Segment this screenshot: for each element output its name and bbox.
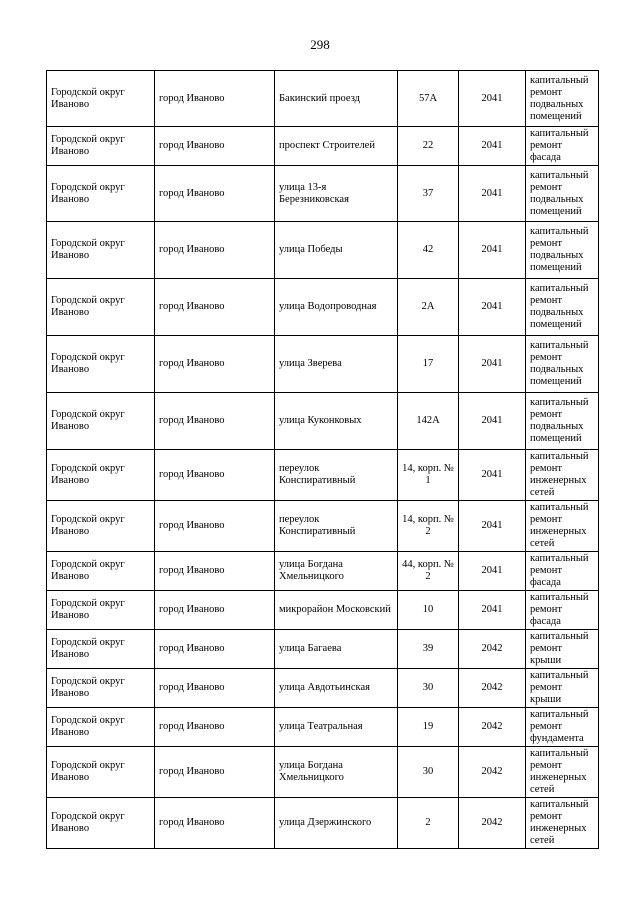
cell-year: 2042 [459,669,526,708]
cell-street: улица Авдотьинская [275,669,398,708]
cell-district: Городской округ Иваново [47,166,155,222]
cell-house: 42 [398,222,459,279]
cell-city: город Иваново [155,166,275,222]
cell-street: переулок Конспиративный [275,450,398,501]
cell-house: 2 [398,798,459,849]
cell-year: 2041 [459,591,526,630]
cell-district: Городской округ Иваново [47,552,155,591]
cell-house: 44, корп. № 2 [398,552,459,591]
cell-work: капитальный ремонт фасада [526,127,599,166]
cell-district: Городской округ Иваново [47,708,155,747]
cell-house: 14, корп. № 2 [398,501,459,552]
table-row [47,501,599,552]
cell-city: город Иваново [155,591,275,630]
table-row [47,798,599,849]
cell-street: улица Дзержинского [275,798,398,849]
cell-city: город Иваново [155,222,275,279]
cell-house: 30 [398,669,459,708]
cell-city: город Иваново [155,393,275,450]
cell-house: 37 [398,166,459,222]
cell-house: 22 [398,127,459,166]
table-row [47,71,599,127]
cell-house: 30 [398,747,459,798]
cell-house: 19 [398,708,459,747]
cell-work: капитальный ремонт фундамента [526,708,599,747]
cell-city: город Иваново [155,747,275,798]
table-row [47,450,599,501]
cell-house: 17 [398,336,459,393]
table-row [47,708,599,747]
cell-district: Городской округ Иваново [47,336,155,393]
cell-city: город Иваново [155,669,275,708]
table-row [47,591,599,630]
cell-year: 2042 [459,798,526,849]
cell-city: город Иваново [155,127,275,166]
cell-street: Бакинский проезд [275,71,398,127]
cell-year: 2041 [459,552,526,591]
cell-work: капитальный ремонт инженерных сетей [526,501,599,552]
cell-district: Городской округ Иваново [47,71,155,127]
cell-year: 2041 [459,279,526,336]
cell-district: Городской округ Иваново [47,798,155,849]
cell-house: 2А [398,279,459,336]
cell-district: Городской округ Иваново [47,630,155,669]
cell-city: город Иваново [155,798,275,849]
cell-city: город Иваново [155,552,275,591]
cell-street: улица Водопроводная [275,279,398,336]
table-row [47,166,599,222]
cell-street: переулок Конспиративный [275,501,398,552]
cell-work: капитальный ремонт подвальных помещений [526,279,599,336]
cell-work: капитальный ремонт подвальных помещений [526,166,599,222]
cell-year: 2041 [459,222,526,279]
cell-work: капитальный ремонт инженерных сетей [526,450,599,501]
cell-work: капитальный ремонт подвальных помещений [526,222,599,279]
cell-district: Городской округ Иваново [47,591,155,630]
cell-work: капитальный ремонт подвальных помещений [526,393,599,450]
table-row [47,393,599,450]
cell-street: улица Богдана Хмельницкого [275,747,398,798]
cell-work: капитальный ремонт инженерных сетей [526,747,599,798]
cell-city: город Иваново [155,71,275,127]
cell-district: Городской округ Иваново [47,747,155,798]
table-row [47,669,599,708]
table-row [47,127,599,166]
cell-house: 14, корп. № 1 [398,450,459,501]
cell-district: Городской округ Иваново [47,222,155,279]
cell-year: 2042 [459,708,526,747]
cell-house: 142А [398,393,459,450]
cell-district: Городской округ Иваново [47,279,155,336]
table-row [47,630,599,669]
table-row [47,336,599,393]
cell-year: 2041 [459,71,526,127]
cell-street: улица Багаева [275,630,398,669]
cell-street: проспект Строителей [275,127,398,166]
cell-district: Городской округ Иваново [47,393,155,450]
cell-street: микрорайон Московский [275,591,398,630]
table-row [47,552,599,591]
cell-work: капитальный ремонт фасада [526,591,599,630]
cell-year: 2041 [459,501,526,552]
cell-year: 2041 [459,127,526,166]
table-body [47,71,599,849]
cell-district: Городской округ Иваново [47,450,155,501]
cell-city: город Иваново [155,708,275,747]
cell-year: 2041 [459,336,526,393]
cell-work: капитальный ремонт подвальных помещений [526,336,599,393]
cell-work: капитальный ремонт инженерных сетей [526,798,599,849]
table-row [47,747,599,798]
cell-house: 10 [398,591,459,630]
repair-schedule-table [46,70,599,849]
cell-house: 57А [398,71,459,127]
cell-city: город Иваново [155,279,275,336]
cell-year: 2041 [459,166,526,222]
table-row [47,222,599,279]
cell-work: капитальный ремонт крыши [526,630,599,669]
page-number: 298 [310,37,330,52]
cell-district: Городской округ Иваново [47,669,155,708]
cell-city: город Иваново [155,501,275,552]
cell-year: 2042 [459,747,526,798]
cell-house: 39 [398,630,459,669]
cell-street: улица Богдана Хмельницкого [275,552,398,591]
cell-city: город Иваново [155,336,275,393]
cell-district: Городской округ Иваново [47,501,155,552]
cell-work: капитальный ремонт подвальных помещений [526,71,599,127]
cell-street: улица 13-я Березниковская [275,166,398,222]
cell-year: 2041 [459,393,526,450]
cell-year: 2042 [459,630,526,669]
cell-work: капитальный ремонт крыши [526,669,599,708]
cell-city: город Иваново [155,630,275,669]
cell-street: улица Победы [275,222,398,279]
cell-street: улица Зверева [275,336,398,393]
table-row [47,279,599,336]
cell-district: Городской округ Иваново [47,127,155,166]
cell-street: улица Куконковых [275,393,398,450]
cell-city: город Иваново [155,450,275,501]
cell-year: 2041 [459,450,526,501]
cell-street: улица Театральная [275,708,398,747]
cell-work: капитальный ремонт фасада [526,552,599,591]
